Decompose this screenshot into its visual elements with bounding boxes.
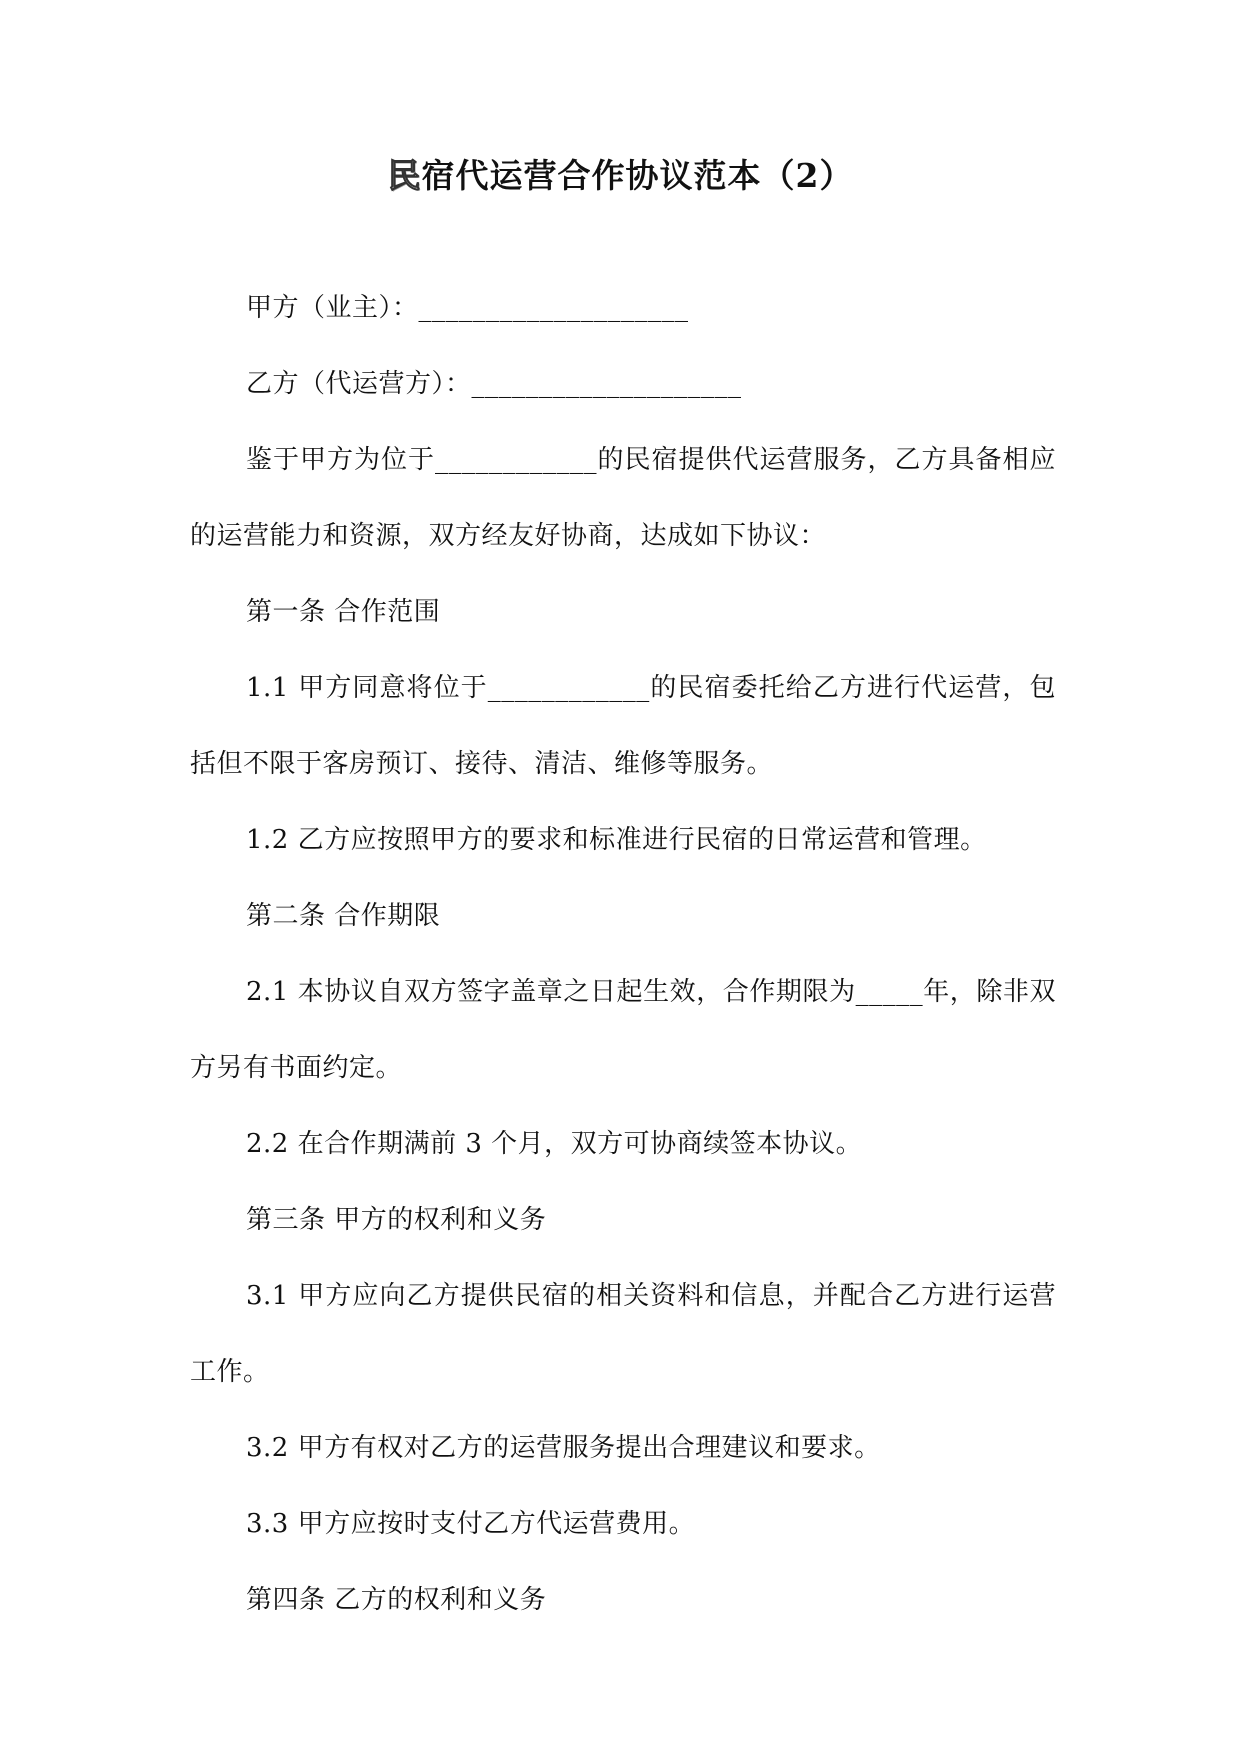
article-3-heading: 第三条 甲方的权利和义务	[246, 1205, 547, 1235]
preamble-paragraph: 鉴于甲方为位于____________的民宿提供代运营服务，乙方具备相应的运营能力和资源，双方经友好协商，达成如下协议：	[190, 445, 1056, 551]
party-a-line: 甲方（业主）：____________________	[246, 293, 689, 323]
clause-3-1: 3.1 甲方应向乙方提供民宿的相关资料和信息，并配合乙方进行运营工作。	[190, 1281, 1056, 1387]
clause-2-2: 2.2 在合作期满前 3 个月，双方可协商续签本协议。	[246, 1129, 863, 1159]
title-first-char: 民	[387, 156, 422, 195]
article-4-heading: 第四条 乙方的权利和义务	[246, 1585, 547, 1615]
document-title	[0, 148, 1241, 204]
clause-1-1: 1.1 甲方同意将位于____________的民宿委托给乙方进行代运营，包括但不限于客房预订、接待、清洁、维修等服务。	[190, 673, 1056, 779]
clause-2-1: 2.1 本协议自双方签字盖章之日起生效，合作期限为_____年，除非双方另有书面约定。	[190, 977, 1056, 1083]
clause-3-3: 3.3 甲方应按时支付乙方代运营费用。	[246, 1509, 696, 1539]
clause-1-2: 1.2 乙方应按照甲方的要求和标准进行民宿的日常运营和管理。	[246, 825, 987, 855]
clause-3-2: 3.2 甲方有权对乙方的运营服务提出合理建议和要求。	[246, 1433, 881, 1463]
article-2-heading: 第二条 合作期限	[246, 901, 441, 931]
article-1-heading: 第一条 合作范围	[246, 597, 441, 627]
party-b-line: 乙方（代运营方）：____________________	[246, 369, 742, 399]
title-text: 宿代运营合作协议范本（2）	[421, 156, 854, 195]
document-body	[190, 270, 1056, 1638]
